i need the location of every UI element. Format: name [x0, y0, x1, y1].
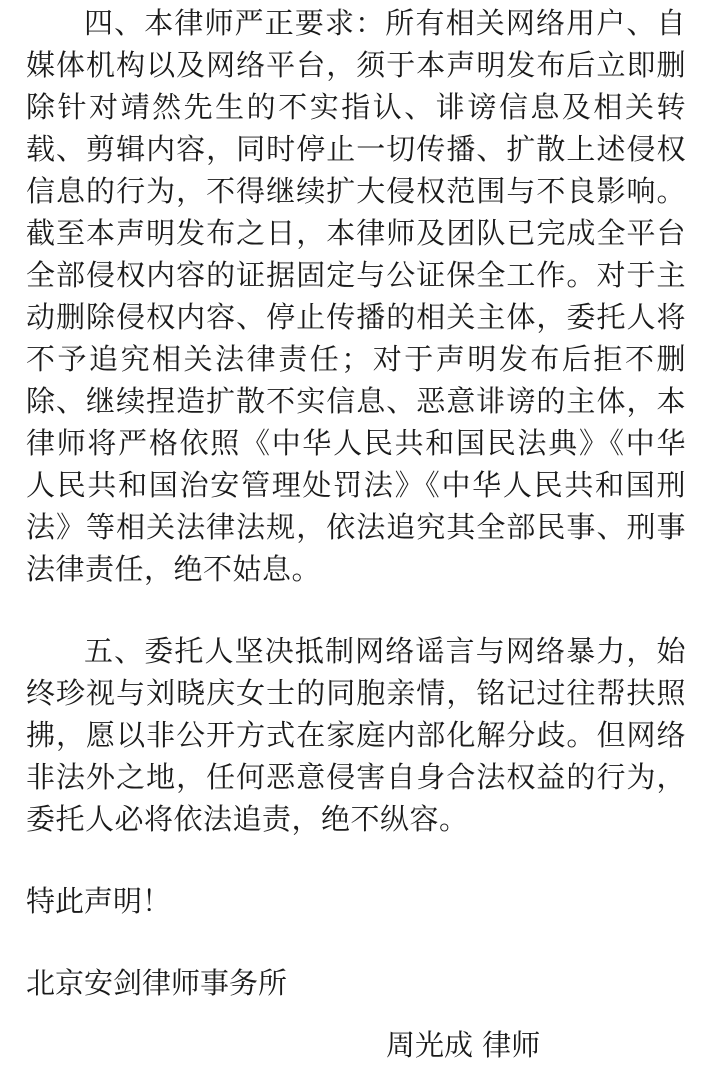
paragraph-five: 五、委托人坚决抵制网络谣言与网络暴力，始终珍视与刘晓庆女士的同胞亲情，铭记过往帮扶照拂，愿以非公开方式在家庭内部化解分歧。但网络非法外之地，任何恶意侵害自身合法权益的行为，委托人必将依法追责，绝不纵容。 — [26, 634, 686, 836]
paragraph-four: 四、本律师严正要求：所有相关网络用户、自媒体机构以及网络平台，须于本声明发布后立即删除针对靖然先生的不实指认、诽谤信息及相关转载、剪辑内容，同时停止一切传播、扩散上述侵权信息的行为，不得继续扩大侵权范围与不良影响。截至本声明发布之日，本律师及团队已完成全平台全部侵权内容的证据固定与公证保全工作。对于主动删除侵权内容、停止传播的相关主体，委托人将不予追究相关法律责任；对于声明发布后拒不删除、继续捏造扩散不实信息、恶意诽谤的主体，本律师将严格依照《中华人民共和国民法典》《中华人民共和国治安管理处罚法》《中华人民共和国刑法》等相关法律法规，依法追究其全部民事、刑事法律责任，绝不姑息。 — [26, 6, 686, 586]
closing-statement: 特此声明！ — [26, 884, 172, 918]
lawyer-signature: 周光成 律师 — [386, 1028, 541, 1062]
law-firm-name: 北京安剑律师事务所 — [26, 966, 288, 1000]
statement-document — [26, 0, 686, 1004]
